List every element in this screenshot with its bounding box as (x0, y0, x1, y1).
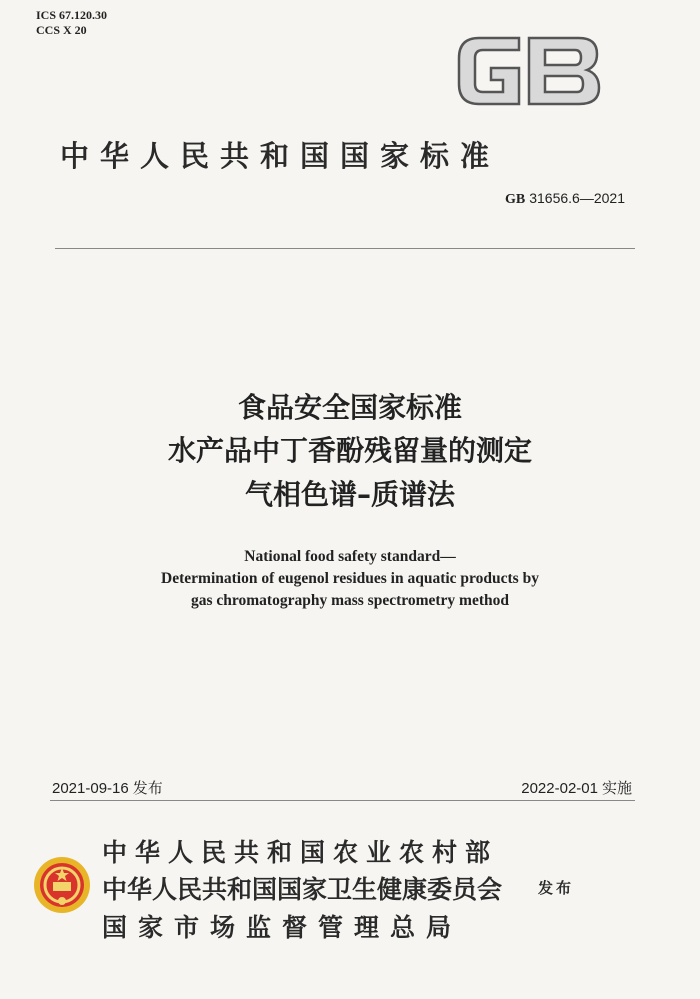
effective-date-value: 2022-02-01 (521, 780, 598, 797)
effective-date (521, 777, 632, 798)
standard-category-title: 中华人民共和国国家标准 (60, 139, 501, 173)
gb-logo (457, 36, 602, 106)
chinese-title-line-3: 气相色谱–质谱法 (244, 478, 455, 511)
issuer-ministry-agriculture: 中华人民共和国农业农村部 (102, 838, 499, 867)
english-title-line-1: National food safety standard— (244, 548, 456, 565)
standard-number-value: 31656.6—2021 (529, 190, 625, 206)
english-title-line-2: Determination of eugenol residues in aquatic products by (161, 570, 539, 587)
national-emblem-icon (33, 856, 91, 914)
standard-number-prefix: GB (505, 192, 526, 207)
ics-code: ICS 67.120.30 (36, 8, 108, 22)
chinese-title-line-2: 水产品中丁香酚残留量的测定 (167, 434, 532, 467)
english-title-line-3: gas chromatography mass spectrometry method (191, 592, 509, 609)
ccs-code: CCS X 20 (36, 23, 87, 37)
issuer-health-commission: 中华人民共和国国家卫生健康委员会 (102, 875, 503, 904)
publish-label: 发布 (538, 879, 575, 897)
classification-codes (36, 8, 107, 38)
issue-date (52, 777, 163, 798)
top-divider (55, 248, 635, 249)
issue-date-value: 2021-09-16 (52, 780, 129, 797)
english-title (0, 546, 700, 612)
bottom-divider (50, 800, 635, 801)
effective-date-label: 实施 (601, 779, 632, 797)
chinese-title-line-1: 食品安全国家标准 (237, 391, 462, 424)
issue-date-label: 发布 (132, 779, 163, 797)
issuer-market-regulation: 国家市场监督管理总局 (102, 913, 463, 942)
standard-number (505, 190, 625, 208)
